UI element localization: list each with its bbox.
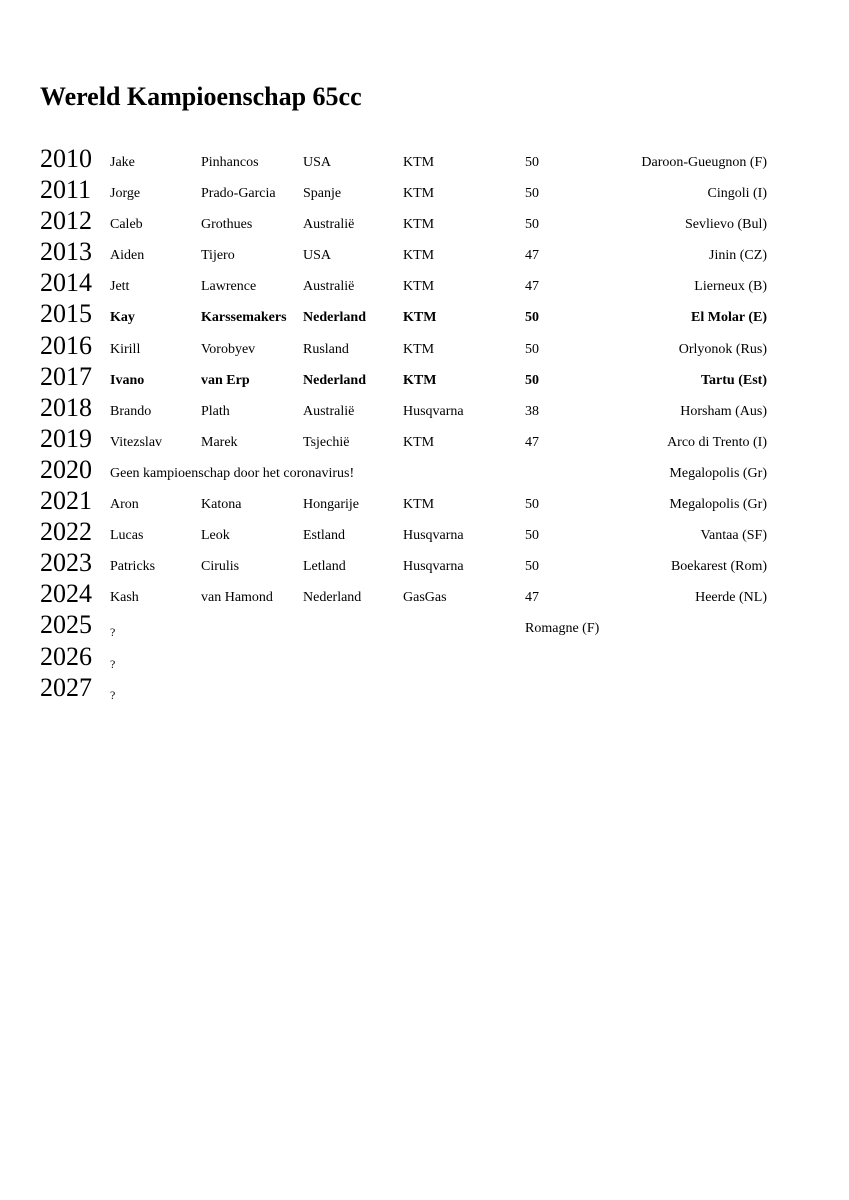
first-name-cell: Brando — [110, 403, 152, 419]
year-cell: 2020 — [40, 454, 92, 484]
page-title: Wereld Kampioenschap 65cc — [40, 82, 362, 111]
table-row — [0, 548, 849, 579]
year-cell: 2027 — [40, 672, 92, 702]
last-name-cell: Leok — [201, 528, 230, 544]
last-name-cell: Lawrence — [201, 279, 257, 295]
brand-cell: KTM — [403, 341, 435, 357]
venue-cell: Boekarest (Rom) — [670, 559, 767, 575]
points-cell: 47 — [525, 279, 539, 295]
points-cell: 47 — [525, 590, 539, 606]
venue-cell: El Molar (E) — [691, 310, 767, 326]
last-name-cell: van Erp — [201, 372, 250, 388]
first-name-cell: ? — [110, 625, 116, 640]
first-name-cell: Kirill — [110, 341, 141, 357]
venue-cell: Jinin (CZ) — [709, 248, 767, 264]
year-cell: 2016 — [40, 330, 92, 360]
first-name-cell: Caleb — [110, 217, 143, 233]
first-name-cell: Jorge — [110, 186, 141, 202]
last-name-cell: Marek — [201, 434, 238, 450]
year-cell: 2017 — [40, 361, 92, 391]
venue-cell: Horsham (Aus) — [680, 403, 767, 419]
points-cell: 50 — [525, 559, 539, 575]
points-cell: 38 — [525, 403, 539, 419]
brand-cell: Husqvarna — [403, 559, 464, 575]
year-cell: 2024 — [40, 579, 92, 609]
country-cell: Nederland — [303, 590, 362, 606]
table-row — [0, 673, 849, 704]
year-cell: 2012 — [40, 206, 92, 236]
points-cell: 50 — [525, 341, 539, 357]
year-cell: 2019 — [40, 423, 92, 453]
year-cell: 2025 — [40, 610, 92, 640]
last-name-cell: Cirulis — [201, 559, 240, 575]
brand-cell: KTM — [403, 434, 435, 450]
country-cell: Nederland — [303, 310, 366, 326]
table-row — [0, 331, 849, 362]
year-cell: 2018 — [40, 392, 92, 422]
table-row — [0, 144, 849, 175]
year-cell: 2014 — [40, 268, 92, 298]
first-name-cell: Lucas — [110, 528, 144, 544]
table-row — [0, 486, 849, 517]
brand-cell: KTM — [403, 186, 435, 202]
first-name-cell: Kash — [110, 590, 139, 606]
table-row — [0, 299, 849, 330]
country-cell: Tsjechië — [303, 434, 350, 450]
table-row — [0, 455, 849, 486]
country-cell: Australië — [303, 279, 355, 295]
first-name-cell: Aiden — [110, 248, 145, 264]
points-cell: 50 — [525, 310, 539, 326]
country-cell: USA — [303, 155, 332, 170]
table-row — [0, 610, 849, 641]
last-name-cell: van Hamond — [201, 590, 273, 606]
note-cell: Geen kampioenschap door het coronavirus! — [110, 465, 355, 481]
country-cell: Australië — [303, 403, 355, 419]
last-name-cell: Pinhancos — [201, 155, 259, 170]
brand-cell: KTM — [403, 497, 435, 513]
country-cell: Nederland — [303, 372, 366, 388]
venue-cell: Megalopolis (Gr) — [669, 497, 767, 513]
country-cell: Estland — [303, 528, 345, 544]
champions-table — [0, 144, 849, 704]
venue-cell: Daroon-Gueugnon (F) — [641, 155, 767, 170]
venue-cell: Sevlievo (Bul) — [684, 217, 767, 233]
points-cell: 50 — [525, 186, 539, 202]
points-cell: 50 — [525, 372, 539, 388]
venue-cell: Romagne (F) — [525, 621, 600, 637]
first-name-cell: Jake — [110, 155, 135, 170]
first-name-cell: Aron — [110, 497, 139, 513]
year-cell: 2015 — [40, 299, 92, 329]
year-cell: 2022 — [40, 517, 92, 547]
first-name-cell: Vitezslav — [110, 434, 163, 450]
country-cell: Hongarije — [303, 497, 359, 513]
first-name-cell: Ivano — [110, 372, 145, 388]
last-name-cell: Katona — [201, 497, 242, 513]
country-cell: USA — [303, 248, 332, 264]
brand-cell: KTM — [403, 372, 437, 388]
year-cell: 2023 — [40, 548, 92, 578]
country-cell: Letland — [303, 559, 346, 575]
first-name-cell: Jett — [110, 279, 130, 295]
brand-cell: KTM — [403, 217, 435, 233]
last-name-cell: Vorobyev — [201, 341, 256, 357]
year-cell: 2013 — [40, 237, 92, 267]
last-name-cell: Prado-Garcia — [201, 186, 276, 202]
venue-cell: Tartu (Est) — [701, 372, 767, 388]
points-cell: 50 — [525, 497, 539, 513]
first-name-cell: ? — [110, 656, 116, 671]
table-row — [0, 424, 849, 455]
points-cell: 47 — [525, 434, 539, 450]
year-cell: 2026 — [40, 641, 92, 671]
last-name-cell: Tijero — [201, 248, 235, 264]
table-row — [0, 175, 849, 206]
brand-cell: KTM — [403, 155, 435, 170]
table-row — [0, 206, 849, 237]
last-name-cell: Karssemakers — [201, 310, 287, 326]
brand-cell: KTM — [403, 279, 435, 295]
points-cell: 50 — [525, 155, 539, 170]
country-cell: Australië — [303, 217, 355, 233]
table-row — [0, 268, 849, 299]
points-cell: 50 — [525, 217, 539, 233]
table-row — [0, 579, 849, 610]
year-cell: 2011 — [40, 175, 92, 205]
first-name-cell: Kay — [110, 310, 135, 326]
venue-cell: Orlyonok (Rus) — [678, 341, 767, 357]
venue-cell: Lierneux (B) — [694, 279, 767, 295]
year-cell: 2021 — [40, 486, 92, 516]
points-cell: 47 — [525, 248, 539, 264]
table-row — [0, 517, 849, 548]
brand-cell: Husqvarna — [403, 403, 464, 419]
year-cell: 2010 — [40, 144, 92, 173]
table-row — [0, 642, 849, 673]
country-cell: Spanje — [303, 186, 342, 202]
brand-cell: GasGas — [403, 590, 447, 606]
table-row — [0, 237, 849, 268]
venue-cell: Vantaa (SF) — [700, 528, 767, 544]
last-name-cell: Grothues — [201, 217, 253, 233]
first-name-cell: Patricks — [110, 559, 156, 575]
brand-cell: KTM — [403, 310, 437, 326]
venue-cell: Megalopolis (Gr) — [669, 465, 767, 481]
venue-cell: Heerde (NL) — [695, 590, 767, 606]
venue-cell: Cingoli (I) — [707, 186, 767, 202]
points-cell: 50 — [525, 528, 539, 544]
brand-cell: Husqvarna — [403, 528, 464, 544]
brand-cell: KTM — [403, 248, 435, 264]
table-row — [0, 393, 849, 424]
table-row — [0, 362, 849, 393]
last-name-cell: Plath — [201, 403, 230, 419]
venue-cell: Arco di Trento (I) — [667, 434, 767, 450]
first-name-cell: ? — [110, 687, 116, 702]
country-cell: Rusland — [303, 341, 349, 357]
